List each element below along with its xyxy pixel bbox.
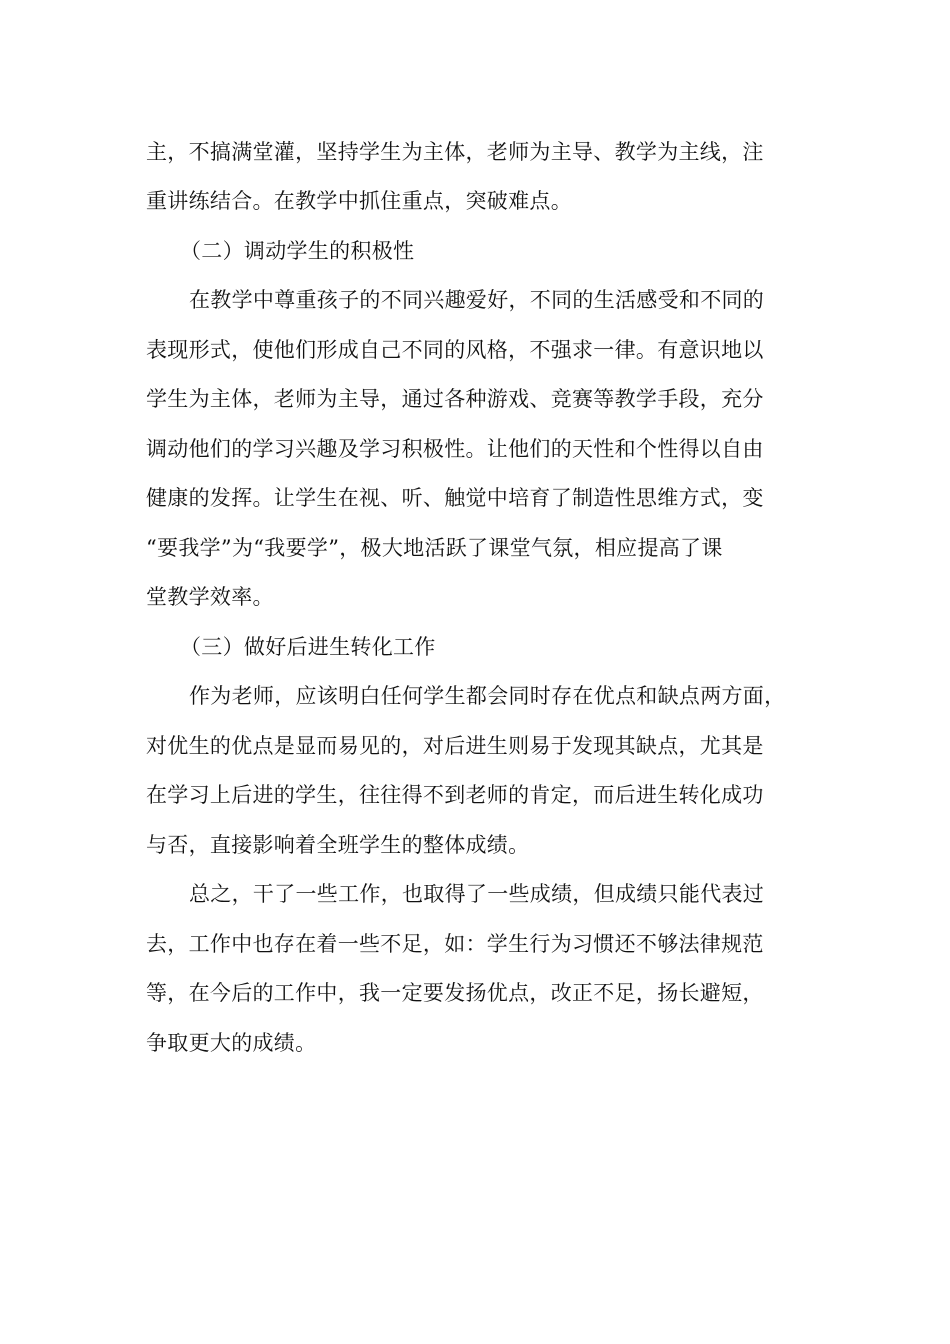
body-line-13: 与否，直接影响着全班学生的整体成绩。 bbox=[146, 833, 530, 857]
body-line-3: 在教学中尊重孩子的不同兴趣爱好，不同的生活感受和不同的 bbox=[189, 288, 765, 312]
body-line-4: 表现形式，使他们形成自己不同的风格，不强求一律。有意识地以 bbox=[146, 338, 764, 362]
body-line-2: 重讲练结合。在教学中抓住重点，突破难点。 bbox=[146, 189, 572, 213]
body-line-7: 健康的发挥。让学生在视、听、触觉中培育了制造性思维方式，变 bbox=[146, 486, 764, 510]
body-line-16: 等，在今后的工作中，我一定要发扬优点，改正不足，扬长避短， bbox=[146, 981, 764, 1005]
section-heading-2: （二）调动学生的积极性 bbox=[180, 239, 415, 263]
body-line-8: “要我学”为“我要学”，极大地活跃了课堂气氛，相应提高了课 bbox=[146, 536, 723, 560]
body-line-17: 争取更大的成绩。 bbox=[146, 1031, 317, 1055]
body-line-10: 作为老师，应该明白任何学生都会同时存在优点和缺点两方面， bbox=[189, 684, 786, 708]
section-heading-3: （三）做好后进生转化工作 bbox=[180, 635, 436, 659]
body-line-5: 学生为主体，老师为主导，通过各种游戏、竞赛等教学手段，充分 bbox=[146, 387, 764, 411]
body-line-11: 对优生的优点是显而易见的，对后进生则易于发现其缺点，尤其是 bbox=[146, 734, 764, 758]
body-line-15: 去，工作中也存在着一些不足，如：学生行为习惯还不够法律规范 bbox=[146, 932, 764, 956]
body-line-6: 调动他们的学习兴趣及学习积极性。让他们的天性和个性得以自由 bbox=[146, 437, 764, 461]
body-line-12: 在学习上后进的学生，往往得不到老师的肯定，而后进生转化成功 bbox=[146, 783, 764, 807]
body-line-1: 主，不搞满堂灌，坚持学生为主体，老师为主导、教学为主线，注 bbox=[146, 140, 764, 164]
body-line-14: 总之，干了一些工作，也取得了一些成绩，但成绩只能代表过 bbox=[189, 882, 765, 906]
body-line-9: 堂教学效率。 bbox=[146, 585, 274, 609]
